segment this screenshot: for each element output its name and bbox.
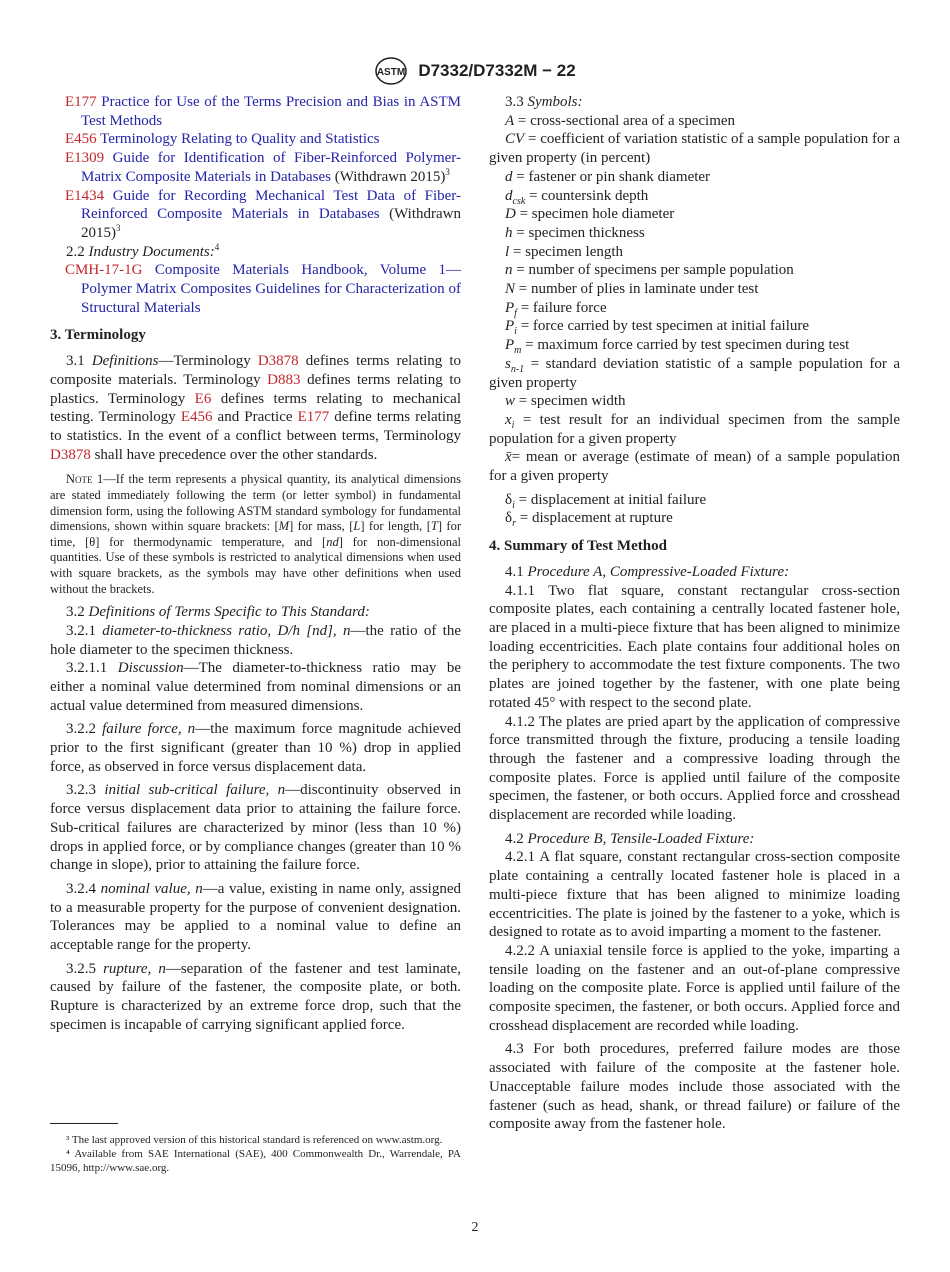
text: 3.2.1.1 xyxy=(66,660,118,677)
text: d xyxy=(505,168,513,185)
text: CV xyxy=(505,131,525,148)
text: 3.2.3 xyxy=(66,782,105,799)
text: = number of plies in laminate under test xyxy=(515,281,759,298)
subscript: i xyxy=(512,499,515,511)
paragraph xyxy=(489,336,900,355)
text: shall have precedence over the other standards. xyxy=(90,446,378,463)
text: 1—If the term represents a physical quantity, its analytical dimensions are stated immediately following the term (or letter symbol) in fundamental dimension form, using the following ASTM standard symbology for fundamental dimensions, shown within square brackets: [ xyxy=(50,472,461,534)
document-title: D7332/D7332M − 22 xyxy=(418,61,576,80)
text: Industry Documents: xyxy=(88,243,215,260)
standard-title-link[interactable]: Guide for Identification of Fiber-Reinforced Polymer-Matrix Composite Materials in Databases xyxy=(81,150,461,185)
standard-link[interactable]: D3878 xyxy=(257,353,299,370)
text: = mean or average (estimate of mean) of a sample population for a given property xyxy=(489,449,900,485)
text: N xyxy=(505,281,516,298)
standard-link[interactable]: E1309 xyxy=(65,150,105,167)
standard-link[interactable]: E456 xyxy=(65,131,97,148)
text: D xyxy=(505,206,516,223)
standard-link[interactable]: E456 xyxy=(180,409,213,426)
text: 4.3 For both procedures, preferred failure modes are those associated with failure of the composite at the fastener hole. Unacceptable failure modes include those associated with the fastener (such as head, shank, or thread failure) or failure of the composite away from the fastener hole. xyxy=(489,1041,900,1133)
text: = specimen length xyxy=(509,243,624,260)
text: P xyxy=(505,318,515,335)
footnotes xyxy=(50,1133,461,1175)
text: = specimen thickness xyxy=(512,224,645,241)
text: = failure force xyxy=(516,299,607,316)
text: (Withdrawn 2015) xyxy=(81,206,462,241)
paragraph xyxy=(489,392,900,411)
text: 3.2 xyxy=(66,604,89,621)
text: = displacement at initial failure xyxy=(514,491,707,508)
text: 4.1.2 The plates are pried apart by the application of compressive force transmitted through the fixture, producing a tensile loading through the fastener and a compressive loading through the composite plates. Force is applied until failure of the composite specimen, the fastener, or both occurs. Applied force and crosshead displacement are recorded while loading. xyxy=(489,713,900,824)
text: Procedure B, Tensile-Loaded Fixture: xyxy=(527,830,755,847)
standard-link[interactable]: CMH-17-1G xyxy=(65,262,143,279)
text: 4.1.1 Two flat square, constant rectangular cross-section composite plates, each containing a centrally located fastener hole, are placed in a multi-piece fixture that has been aligned to minimize loading eccentricities. Each plate contains four additional holes on the periphery to accommodate the test fixture components. The two plates are joined together by the fastener, with one plate being rotated 45° with respect to the second plate. xyxy=(489,582,900,711)
standard-title-link[interactable]: Guide for Recording Mechanical Test Data of Fiber-Reinforced Composite Materials in Databases xyxy=(81,187,461,223)
subscript: i xyxy=(511,419,515,431)
text: Definitions of Terms Specific to This Standard: xyxy=(88,604,370,621)
standard-link[interactable]: E177 xyxy=(297,409,330,426)
text: —The diameter-to-thickness ratio may be either a nominal value determined from nominal dimensions or an actual value determined from measured dimensions. xyxy=(50,660,462,714)
text: nd xyxy=(326,534,339,549)
text: w xyxy=(505,393,516,410)
text: = countersink depth xyxy=(525,187,649,204)
text: P xyxy=(505,337,515,354)
text: ] for non-dimensional quantities. Use of these symbols is restricted to analytical dimensions when used with square brackets, as the symbols may have other definitions when used without the brackets. xyxy=(50,534,461,596)
text: = cross-sectional area of a specimen xyxy=(514,112,736,129)
text: initial sub-critical failure, n xyxy=(104,782,286,799)
text: = fastener or pin shank diameter xyxy=(512,168,711,185)
text: 3.2.5 xyxy=(66,960,104,977)
astm-logo-icon xyxy=(374,56,408,86)
footnote-ref: 4 xyxy=(214,241,220,252)
text: ] for time, [θ] for thermodynamic temperature, and [ xyxy=(50,519,461,549)
paragraph xyxy=(50,243,461,262)
text: n xyxy=(505,262,513,279)
paragraph xyxy=(489,280,900,299)
text: 4.2 xyxy=(505,830,528,847)
text: Symbols: xyxy=(527,94,583,110)
text: δ xyxy=(505,510,513,527)
text: = specimen width xyxy=(515,393,626,410)
text: Discussion xyxy=(117,660,184,677)
footnote-ref: 3 xyxy=(116,222,121,233)
paragraph xyxy=(50,960,461,1035)
text: M xyxy=(278,519,290,534)
paragraph xyxy=(489,187,900,206)
paragraph xyxy=(489,713,900,825)
paragraph xyxy=(489,942,900,1036)
text: δ xyxy=(505,491,513,508)
subscript: m xyxy=(514,345,522,357)
text: x̄ xyxy=(505,449,512,466)
text: 3.2.4 xyxy=(66,880,101,897)
text: —Terminology xyxy=(158,353,258,370)
paragraph xyxy=(489,205,900,224)
paragraph xyxy=(489,317,900,336)
standard-title-link[interactable]: Terminology Relating to Quality and Statistics xyxy=(96,131,380,148)
subscript: csk xyxy=(512,195,526,207)
text: —the ratio of the hole diameter to the specimen thickness. xyxy=(50,622,461,658)
standard-link[interactable]: E6 xyxy=(194,390,212,407)
paragraph xyxy=(489,411,900,448)
paragraph xyxy=(489,448,900,485)
page-number: 2 xyxy=(471,1220,479,1235)
right-column xyxy=(489,93,900,1134)
reference-item xyxy=(50,261,461,317)
text: Procedure A, Compressive-Loaded Fixture: xyxy=(527,563,790,580)
paragraph xyxy=(489,355,900,392)
paragraph xyxy=(489,1040,900,1134)
text: —separation of the fastener and test laminate, caused by failure of the fastener, the composite plate, or both. Rupture is characterized by an extreme force drop, such that the specimen is incapable of carrying significant applied force. xyxy=(50,960,462,1033)
paragraph xyxy=(489,830,900,849)
reference-item xyxy=(50,149,461,186)
text: defines terms relating to composite materials. Terminology xyxy=(50,353,461,388)
text: = displacement at rupture xyxy=(515,510,673,527)
text: and Practice xyxy=(212,409,298,426)
footnote-divider xyxy=(50,1123,118,1124)
text: Definitions xyxy=(91,353,159,370)
subscript: i xyxy=(514,326,517,338)
paragraph xyxy=(489,563,900,582)
text: diameter-to-thickness ratio, D/h [nd], n xyxy=(102,622,351,639)
reference-item xyxy=(50,187,461,243)
text: = force carried by test specimen at initial failure xyxy=(516,318,810,335)
text: ] for length, [ xyxy=(360,519,431,534)
paragraph xyxy=(489,848,900,942)
text: 4. Summary of Test Method xyxy=(489,538,667,555)
footnote-ref: 3 xyxy=(445,166,450,177)
text: defines terms relating to plastics. Terminology xyxy=(50,371,461,407)
text: rupture, n xyxy=(103,960,166,977)
paragraph xyxy=(489,93,900,112)
text: x xyxy=(505,411,512,428)
text: ] for mass, [ xyxy=(289,519,354,534)
paragraph xyxy=(489,168,900,187)
text: T xyxy=(430,519,438,534)
text: define terms relating to statistics. In the event of a conflict between terms, Terminology xyxy=(50,409,461,444)
subscript: r xyxy=(512,518,516,530)
text: 3.3 xyxy=(505,94,528,110)
text: 3.1 xyxy=(66,353,92,370)
left-column xyxy=(50,93,461,1035)
page-header xyxy=(0,56,950,86)
section-heading xyxy=(50,326,461,345)
standard-link[interactable]: E177 xyxy=(65,94,97,110)
text: —discontinuity observed in force versus displacement data prior to attaining the failure force. Sub-critical failures are characterized by minor (less than 10 %) drops in applied force, or by compliance changes (greater than 10 % change in slope), prior to attaining the failure force. xyxy=(50,782,461,874)
paragraph xyxy=(489,112,900,131)
standard-title-link[interactable]: Composite Materials Handbook, Volume 1—Polymer Matrix Composites Guidelines for Characterization of Structural Materials xyxy=(81,262,461,316)
text: d xyxy=(505,187,513,204)
paragraph xyxy=(489,582,900,713)
text: —the maximum force magnitude achieved prior to the first significant (greater than 10 %) drop in applied force, as observed in force versus displacement data. xyxy=(50,721,462,775)
text: s xyxy=(505,355,511,372)
text: = maximum force carried by test specimen during test xyxy=(521,337,850,354)
paragraph xyxy=(489,224,900,243)
paragraph xyxy=(50,880,461,955)
text: = test result for an individual specimen from the sample population for a given property xyxy=(489,411,900,447)
text: 3. Terminology xyxy=(50,327,146,344)
text: failure force, n xyxy=(102,721,196,738)
paragraph xyxy=(50,352,461,464)
section-heading xyxy=(489,537,900,556)
standard-link[interactable]: E1434 xyxy=(65,187,105,204)
text: 4.2.2 A uniaxial tensile force is applied to the yoke, imparting a tensile loading on the fastener and an out-of-plane compressive loading on the composite plate. Force is applied until failure of the composite specimen, the fastener, or both occurs. Applied force and crosshead displacement are recorded while loading. xyxy=(489,942,900,1034)
paragraph xyxy=(489,509,900,528)
text: 2.2 xyxy=(66,243,89,260)
subscript: f xyxy=(514,307,517,319)
text: (Withdrawn 2015) xyxy=(330,168,446,185)
paragraph xyxy=(50,603,461,622)
paragraph xyxy=(489,491,900,510)
text: = number of specimens per sample population xyxy=(512,262,794,279)
text: h xyxy=(505,224,513,241)
text: 4.2.1 A flat square, constant rectangular cross-section composite plate containing a centrally located fastener hole is placed in a multi-piece fixture that has been aligned to minimize loading eccentricities. The plate is joined by the fastener to a yoke, which is designed to rotate as to avoid imparting a moment to the fastener. xyxy=(489,849,900,941)
paragraph xyxy=(50,622,461,659)
note xyxy=(50,472,461,597)
paragraph xyxy=(50,781,461,875)
svg-text:ASTM: ASTM xyxy=(377,67,406,78)
footnote-4: ⁴ Available from SAE International (SAE), 400 Commonwealth Dr., Warrendale, PA 15096, http://www.sae.org. xyxy=(50,1148,461,1174)
text: = coefficient of variation statistic of a sample population for a given property (in percent) xyxy=(489,131,900,167)
text: defines terms relating to mechanical testing. Terminology xyxy=(50,390,461,426)
text: L xyxy=(353,519,361,534)
text: A xyxy=(505,112,515,129)
paragraph xyxy=(489,261,900,280)
text: l xyxy=(505,243,510,260)
paragraph xyxy=(50,720,461,776)
paragraph xyxy=(489,243,900,262)
text: 3.2.1 xyxy=(66,622,103,639)
standard-link[interactable]: D883 xyxy=(267,371,301,388)
footnote-3: ³ The last approved version of this historical standard is referenced on www.astm.org. xyxy=(66,1134,443,1146)
standard-link[interactable]: D3878 xyxy=(50,446,91,463)
text: 3.2.2 xyxy=(66,721,103,738)
paragraph xyxy=(489,130,900,167)
text: P xyxy=(505,299,515,316)
text: = standard deviation statistic of a sample population for a given property xyxy=(489,355,900,391)
reference-item xyxy=(50,93,461,130)
text: 4.1 xyxy=(505,563,528,580)
reference-item xyxy=(50,130,461,149)
paragraph xyxy=(489,299,900,318)
text: —a value, existing in name only, assigned to a measurable property for the purpose of convenient designation. Tolerances may be applied to a nominal value to define an acceptable range for the property. xyxy=(50,880,462,954)
text: Note xyxy=(66,472,93,487)
text: = specimen hole diameter xyxy=(515,206,675,223)
subscript: n-1 xyxy=(510,363,525,375)
text: nominal value, n xyxy=(100,880,203,897)
standard-title-link[interactable]: Practice for Use of the Terms Precision and Bias in ASTM Test Methods xyxy=(81,94,461,129)
paragraph xyxy=(50,659,461,715)
